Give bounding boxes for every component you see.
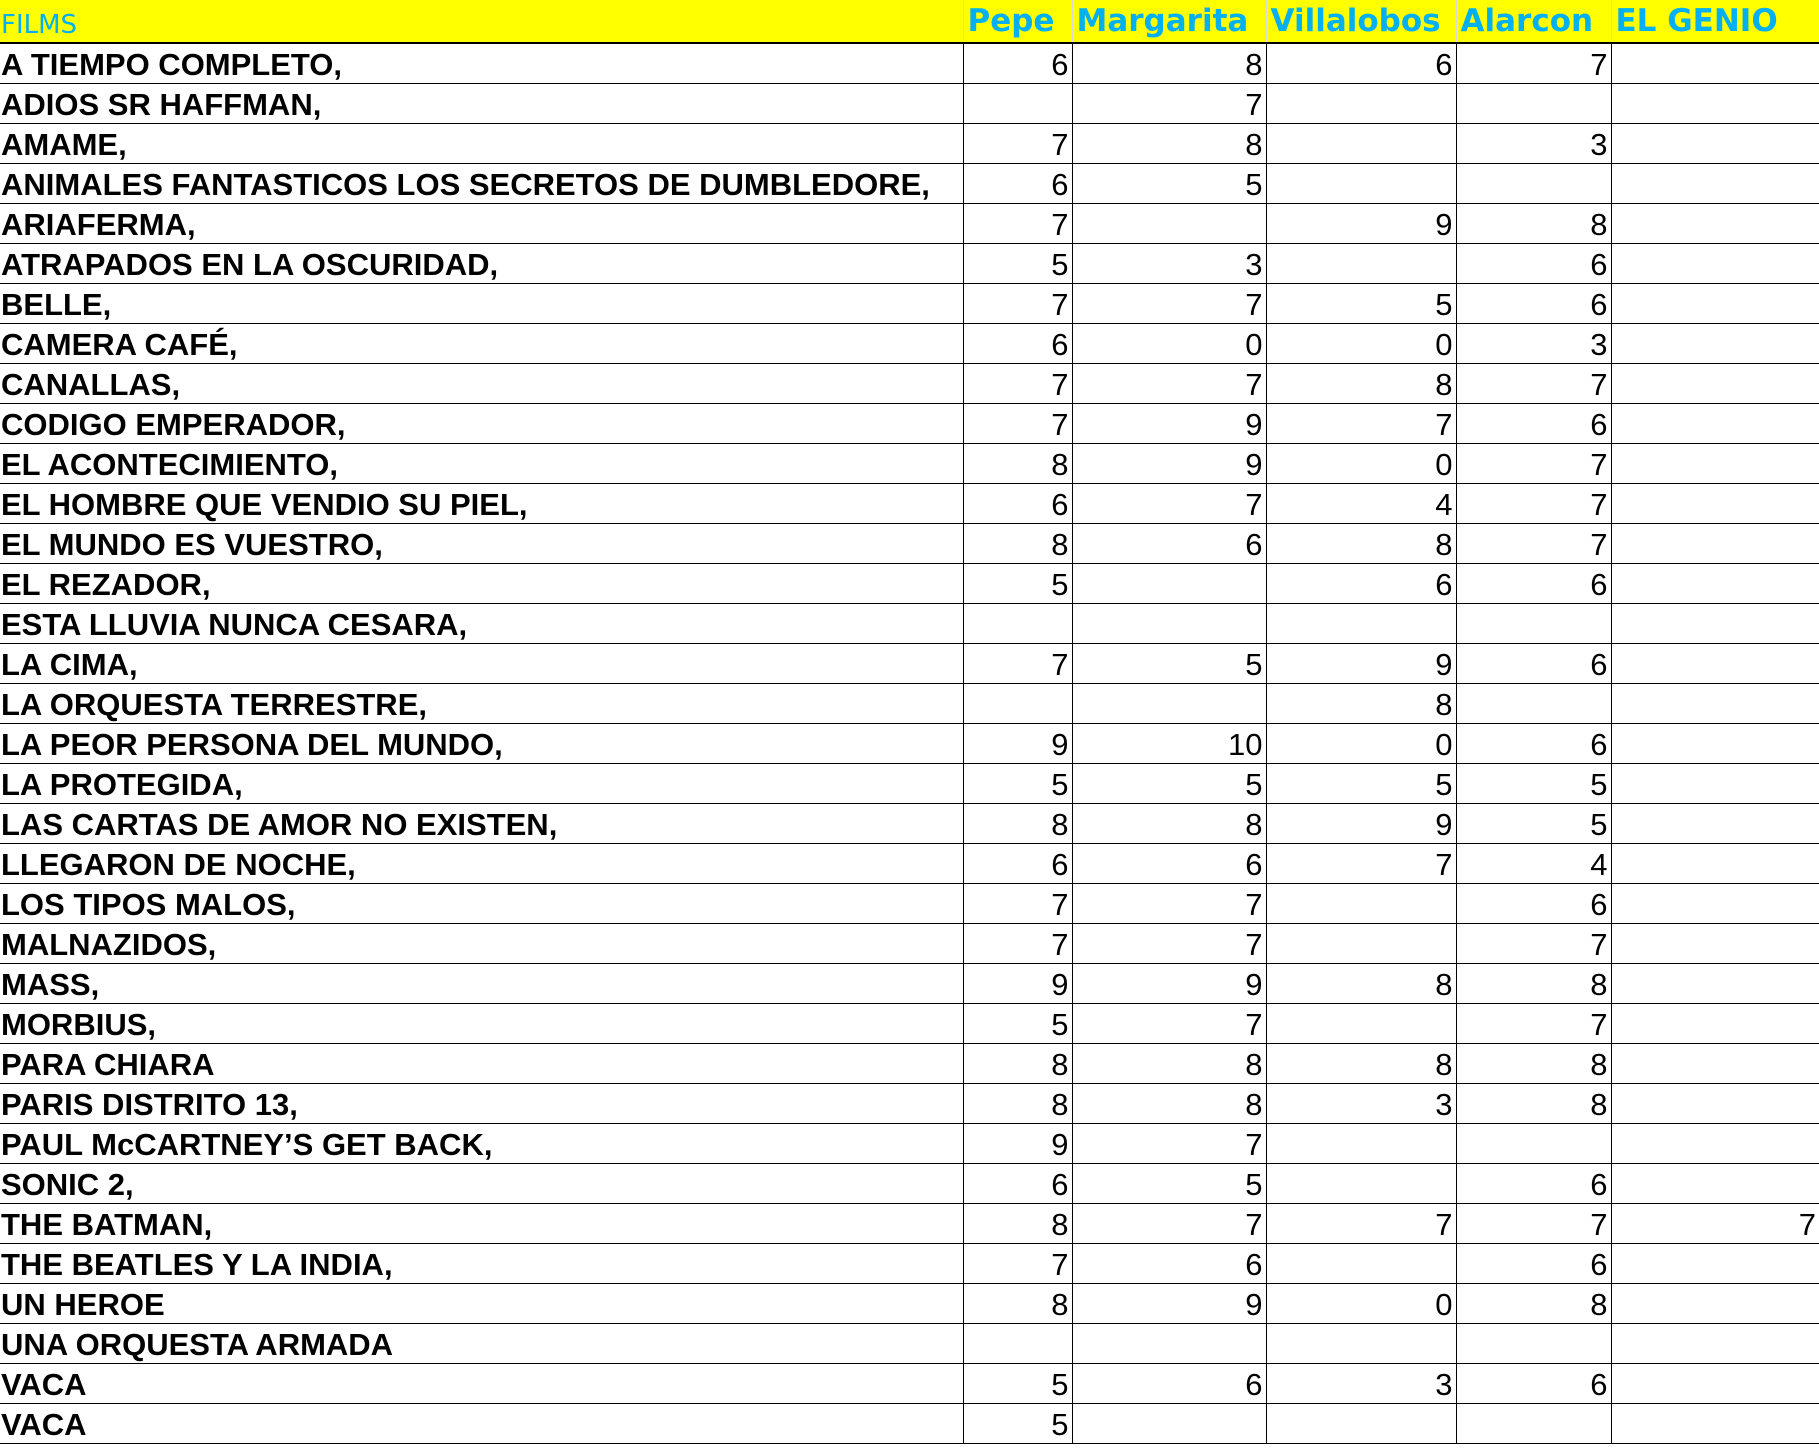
score-cell-villalobos[interactable] (1266, 1403, 1456, 1443)
score-cell-alarcon[interactable]: 8 (1456, 1043, 1611, 1083)
film-title-cell[interactable]: PAUL McCARTNEY’S GET BACK, (0, 1123, 963, 1163)
score-cell-el-genio[interactable]: 7 (1611, 1203, 1819, 1243)
score-cell-alarcon[interactable] (1456, 603, 1611, 643)
score-cell-villalobos[interactable]: 8 (1266, 363, 1456, 403)
score-cell-alarcon[interactable]: 6 (1456, 243, 1611, 283)
score-cell-alarcon[interactable]: 6 (1456, 283, 1611, 323)
film-title-cell[interactable]: PARA CHIARA (0, 1043, 963, 1083)
score-cell-alarcon[interactable]: 8 (1456, 1283, 1611, 1323)
score-cell-margarita[interactable]: 5 (1072, 163, 1266, 203)
table-row (0, 1283, 1819, 1323)
score-cell-alarcon[interactable]: 6 (1456, 723, 1611, 763)
score-cell-el-genio[interactable] (1611, 763, 1819, 803)
score-cell-pepe[interactable]: 7 (963, 123, 1072, 163)
column-header-films[interactable]: FILMS (0, 0, 963, 43)
score-cell-villalobos[interactable] (1266, 1243, 1456, 1283)
score-cell-el-genio[interactable] (1611, 403, 1819, 443)
score-cell-el-genio[interactable] (1611, 323, 1819, 363)
table-row (0, 363, 1819, 403)
score-cell-alarcon[interactable] (1456, 163, 1611, 203)
score-cell-el-genio[interactable] (1611, 963, 1819, 1003)
score-cell-margarita[interactable] (1072, 603, 1266, 643)
score-cell-margarita[interactable]: 7 (1072, 83, 1266, 123)
score-cell-villalobos[interactable] (1266, 123, 1456, 163)
score-cell-el-genio[interactable] (1611, 1043, 1819, 1083)
score-cell-pepe[interactable]: 8 (963, 443, 1072, 483)
score-cell-villalobos[interactable]: 3 (1266, 1083, 1456, 1123)
score-cell-el-genio[interactable] (1611, 83, 1819, 123)
table-row (0, 1403, 1819, 1443)
score-cell-el-genio[interactable] (1611, 1083, 1819, 1123)
table-row (0, 483, 1819, 523)
score-cell-villalobos[interactable]: 9 (1266, 203, 1456, 243)
score-cell-pepe[interactable]: 5 (963, 1363, 1072, 1403)
table-row (0, 243, 1819, 283)
score-cell-villalobos[interactable] (1266, 923, 1456, 963)
score-cell-margarita[interactable] (1072, 563, 1266, 603)
score-cell-pepe[interactable]: 7 (963, 403, 1072, 443)
score-cell-pepe[interactable] (963, 683, 1072, 723)
film-title-cell[interactable]: ADIOS SR HAFFMAN, (0, 83, 963, 123)
table-row (0, 923, 1819, 963)
score-cell-villalobos[interactable]: 7 (1266, 1203, 1456, 1243)
score-cell-margarita[interactable] (1072, 203, 1266, 243)
score-cell-villalobos[interactable] (1266, 1163, 1456, 1203)
score-cell-el-genio[interactable] (1611, 243, 1819, 283)
score-cell-pepe[interactable]: 6 (963, 1163, 1072, 1203)
score-cell-el-genio[interactable] (1611, 1283, 1819, 1323)
score-cell-alarcon[interactable]: 7 (1456, 363, 1611, 403)
score-cell-el-genio[interactable] (1611, 363, 1819, 403)
film-title-cell[interactable]: MASS, (0, 963, 963, 1003)
score-cell-margarita[interactable]: 0 (1072, 323, 1266, 363)
score-cell-villalobos[interactable]: 6 (1266, 43, 1456, 83)
table-row (0, 1043, 1819, 1083)
score-cell-margarita[interactable]: 10 (1072, 723, 1266, 763)
film-title-cell[interactable]: AMAME, (0, 123, 963, 163)
score-cell-alarcon[interactable]: 7 (1456, 43, 1611, 83)
score-cell-alarcon[interactable]: 6 (1456, 883, 1611, 923)
score-cell-alarcon[interactable] (1456, 83, 1611, 123)
score-cell-pepe[interactable]: 7 (963, 363, 1072, 403)
score-cell-pepe[interactable] (963, 83, 1072, 123)
score-cell-margarita[interactable]: 3 (1072, 243, 1266, 283)
score-cell-pepe[interactable] (963, 1323, 1072, 1363)
score-cell-alarcon[interactable]: 4 (1456, 843, 1611, 883)
score-cell-el-genio[interactable] (1611, 443, 1819, 483)
score-cell-margarita[interactable]: 7 (1072, 923, 1266, 963)
ratings-table-body (0, 43, 1819, 1443)
table-row (0, 563, 1819, 603)
table-row (0, 203, 1819, 243)
score-cell-margarita[interactable]: 9 (1072, 1283, 1266, 1323)
score-cell-el-genio[interactable] (1611, 163, 1819, 203)
table-row (0, 443, 1819, 483)
score-cell-margarita[interactable]: 8 (1072, 123, 1266, 163)
score-cell-pepe[interactable]: 7 (963, 923, 1072, 963)
table-row (0, 1203, 1819, 1243)
film-title-cell[interactable]: LLEGARON DE NOCHE, (0, 843, 963, 883)
score-cell-alarcon[interactable]: 8 (1456, 203, 1611, 243)
table-row (0, 123, 1819, 163)
film-title-cell[interactable]: UNA ORQUESTA ARMADA (0, 1323, 963, 1363)
table-row (0, 883, 1819, 923)
score-cell-alarcon[interactable]: 6 (1456, 643, 1611, 683)
score-cell-el-genio[interactable] (1611, 683, 1819, 723)
score-cell-pepe[interactable]: 6 (963, 163, 1072, 203)
table-row (0, 603, 1819, 643)
score-cell-pepe[interactable]: 5 (963, 763, 1072, 803)
score-cell-alarcon[interactable]: 5 (1456, 803, 1611, 843)
table-row (0, 1323, 1819, 1363)
table-row (0, 323, 1819, 363)
score-cell-pepe[interactable]: 7 (963, 203, 1072, 243)
score-cell-margarita[interactable]: 5 (1072, 643, 1266, 683)
score-cell-alarcon[interactable]: 7 (1456, 523, 1611, 563)
score-cell-el-genio[interactable] (1611, 843, 1819, 883)
score-cell-villalobos[interactable]: 0 (1266, 323, 1456, 363)
score-cell-alarcon[interactable]: 5 (1456, 763, 1611, 803)
score-cell-villalobos[interactable]: 8 (1266, 963, 1456, 1003)
table-row (0, 83, 1819, 123)
table-row (0, 1363, 1819, 1403)
column-header-el-genio[interactable]: EL GENIO (1611, 0, 1819, 43)
score-cell-alarcon[interactable] (1456, 1323, 1611, 1363)
score-cell-alarcon[interactable]: 3 (1456, 123, 1611, 163)
score-cell-villalobos[interactable] (1266, 1123, 1456, 1163)
score-cell-el-genio[interactable] (1611, 883, 1819, 923)
score-cell-pepe[interactable]: 5 (963, 1003, 1072, 1043)
table-row (0, 1163, 1819, 1203)
table-row (0, 843, 1819, 883)
score-cell-pepe[interactable]: 9 (963, 963, 1072, 1003)
score-cell-villalobos[interactable] (1266, 1003, 1456, 1043)
table-row (0, 643, 1819, 683)
score-cell-pepe[interactable]: 8 (963, 1283, 1072, 1323)
film-title-cell[interactable]: LOS TIPOS MALOS, (0, 883, 963, 923)
score-cell-margarita[interactable]: 9 (1072, 443, 1266, 483)
score-cell-margarita[interactable] (1072, 1323, 1266, 1363)
score-cell-pepe[interactable]: 7 (963, 643, 1072, 683)
score-cell-alarcon[interactable]: 3 (1456, 323, 1611, 363)
column-header-alarcon[interactable]: Alarcon (1456, 0, 1611, 43)
score-cell-villalobos[interactable]: 9 (1266, 803, 1456, 843)
score-cell-pepe[interactable]: 8 (963, 523, 1072, 563)
score-cell-alarcon[interactable]: 7 (1456, 443, 1611, 483)
film-title-cell[interactable]: ATRAPADOS EN LA OSCURIDAD, (0, 243, 963, 283)
score-cell-pepe[interactable]: 5 (963, 243, 1072, 283)
table-row (0, 803, 1819, 843)
score-cell-el-genio[interactable] (1611, 1323, 1819, 1363)
score-cell-villalobos[interactable]: 3 (1266, 1363, 1456, 1403)
score-cell-villalobos[interactable]: 9 (1266, 643, 1456, 683)
film-title-cell[interactable]: LA PROTEGIDA, (0, 763, 963, 803)
column-header-margarita[interactable]: Margarita (1072, 0, 1266, 43)
header-row (0, 0, 1819, 43)
score-cell-el-genio[interactable] (1611, 43, 1819, 83)
score-cell-margarita[interactable]: 8 (1072, 43, 1266, 83)
table-row (0, 1083, 1819, 1123)
score-cell-villalobos[interactable]: 5 (1266, 763, 1456, 803)
score-cell-villalobos[interactable]: 8 (1266, 523, 1456, 563)
score-cell-margarita[interactable] (1072, 1403, 1266, 1443)
film-title-cell[interactable]: ANIMALES FANTASTICOS LOS SECRETOS DE DUMBLEDORE, (0, 163, 963, 203)
film-title-cell[interactable]: CAMERA CAFÉ, (0, 323, 963, 363)
score-cell-alarcon[interactable]: 7 (1456, 483, 1611, 523)
film-title-cell[interactable]: THE BEATLES Y LA INDIA, (0, 1243, 963, 1283)
score-cell-pepe[interactable]: 9 (963, 1123, 1072, 1163)
score-cell-el-genio[interactable] (1611, 563, 1819, 603)
score-cell-margarita[interactable]: 6 (1072, 523, 1266, 563)
score-cell-pepe[interactable]: 8 (963, 803, 1072, 843)
score-cell-el-genio[interactable] (1611, 523, 1819, 563)
film-title-cell[interactable]: CODIGO EMPERADOR, (0, 403, 963, 443)
score-cell-margarita[interactable]: 5 (1072, 763, 1266, 803)
score-cell-villalobos[interactable]: 6 (1266, 563, 1456, 603)
film-title-cell[interactable]: EL MUNDO ES VUESTRO, (0, 523, 963, 563)
score-cell-margarita[interactable]: 8 (1072, 1083, 1266, 1123)
score-cell-el-genio[interactable] (1611, 803, 1819, 843)
score-cell-villalobos[interactable]: 8 (1266, 683, 1456, 723)
score-cell-pepe[interactable]: 7 (963, 883, 1072, 923)
score-cell-el-genio[interactable] (1611, 923, 1819, 963)
score-cell-pepe[interactable]: 8 (963, 1083, 1072, 1123)
film-title-cell[interactable]: VACA (0, 1363, 963, 1403)
score-cell-el-genio[interactable] (1611, 1123, 1819, 1163)
score-cell-margarita[interactable]: 7 (1072, 1123, 1266, 1163)
score-cell-margarita[interactable]: 7 (1072, 483, 1266, 523)
score-cell-el-genio[interactable] (1611, 283, 1819, 323)
film-title-cell[interactable]: THE BATMAN, (0, 1203, 963, 1243)
score-cell-villalobos[interactable]: 7 (1266, 403, 1456, 443)
score-cell-villalobos[interactable]: 8 (1266, 1043, 1456, 1083)
score-cell-villalobos[interactable] (1266, 1323, 1456, 1363)
film-title-cell[interactable]: BELLE, (0, 283, 963, 323)
score-cell-el-genio[interactable] (1611, 123, 1819, 163)
score-cell-villalobos[interactable] (1266, 243, 1456, 283)
score-cell-el-genio[interactable] (1611, 1363, 1819, 1403)
film-title-cell[interactable]: VACA (0, 1403, 963, 1443)
score-cell-alarcon[interactable]: 6 (1456, 1363, 1611, 1403)
film-title-cell[interactable]: MORBIUS, (0, 1003, 963, 1043)
score-cell-alarcon[interactable]: 6 (1456, 1163, 1611, 1203)
film-title-cell[interactable]: A TIEMPO COMPLETO, (0, 43, 963, 83)
table-row (0, 1243, 1819, 1283)
film-title-cell[interactable]: SONIC 2, (0, 1163, 963, 1203)
film-title-cell[interactable]: EL HOMBRE QUE VENDIO SU PIEL, (0, 483, 963, 523)
table-row (0, 683, 1819, 723)
film-title-cell[interactable]: CANALLAS, (0, 363, 963, 403)
score-cell-pepe[interactable]: 6 (963, 323, 1072, 363)
table-row (0, 403, 1819, 443)
score-cell-margarita[interactable]: 7 (1072, 1203, 1266, 1243)
score-cell-alarcon[interactable]: 8 (1456, 963, 1611, 1003)
score-cell-pepe[interactable]: 6 (963, 843, 1072, 883)
score-cell-margarita[interactable] (1072, 683, 1266, 723)
score-cell-margarita[interactable]: 9 (1072, 403, 1266, 443)
score-cell-margarita[interactable]: 7 (1072, 1003, 1266, 1043)
score-cell-margarita[interactable]: 8 (1072, 1043, 1266, 1083)
score-cell-pepe[interactable]: 9 (963, 723, 1072, 763)
score-cell-pepe[interactable]: 5 (963, 1403, 1072, 1443)
score-cell-pepe[interactable]: 5 (963, 563, 1072, 603)
film-title-cell[interactable]: PARIS DISTRITO 13, (0, 1083, 963, 1123)
score-cell-el-genio[interactable] (1611, 1403, 1819, 1443)
score-cell-el-genio[interactable] (1611, 483, 1819, 523)
score-cell-alarcon[interactable]: 7 (1456, 1003, 1611, 1043)
score-cell-alarcon[interactable]: 6 (1456, 563, 1611, 603)
score-cell-pepe[interactable]: 6 (963, 483, 1072, 523)
film-title-cell[interactable]: LA CIMA, (0, 643, 963, 683)
score-cell-villalobos[interactable]: 0 (1266, 723, 1456, 763)
score-cell-el-genio[interactable] (1611, 1163, 1819, 1203)
table-row (0, 723, 1819, 763)
score-cell-el-genio[interactable] (1611, 1003, 1819, 1043)
score-cell-villalobos[interactable] (1266, 83, 1456, 123)
table-row (0, 763, 1819, 803)
score-cell-pepe[interactable]: 6 (963, 43, 1072, 83)
table-row (0, 163, 1819, 203)
film-title-cell[interactable]: LA ORQUESTA TERRESTRE, (0, 683, 963, 723)
table-row (0, 523, 1819, 563)
score-cell-alarcon[interactable]: 6 (1456, 403, 1611, 443)
score-cell-el-genio[interactable] (1611, 1243, 1819, 1283)
score-cell-margarita[interactable]: 7 (1072, 283, 1266, 323)
column-header-villalobos[interactable]: Villalobos (1266, 0, 1456, 43)
score-cell-alarcon[interactable]: 6 (1456, 1243, 1611, 1283)
score-cell-margarita[interactable]: 6 (1072, 843, 1266, 883)
score-cell-margarita[interactable]: 7 (1072, 883, 1266, 923)
film-title-cell[interactable]: EL REZADOR, (0, 563, 963, 603)
table-row (0, 1123, 1819, 1163)
score-cell-margarita[interactable]: 8 (1072, 803, 1266, 843)
film-title-cell[interactable]: ARIAFERMA, (0, 203, 963, 243)
score-cell-villalobos[interactable]: 5 (1266, 283, 1456, 323)
film-title-cell[interactable]: ESTA LLUVIA NUNCA CESARA, (0, 603, 963, 643)
score-cell-margarita[interactable]: 5 (1072, 1163, 1266, 1203)
score-cell-pepe[interactable] (963, 603, 1072, 643)
score-cell-el-genio[interactable] (1611, 643, 1819, 683)
film-title-cell[interactable]: EL ACONTECIMIENTO, (0, 443, 963, 483)
score-cell-villalobos[interactable]: 7 (1266, 843, 1456, 883)
score-cell-alarcon[interactable] (1456, 683, 1611, 723)
score-cell-villalobos[interactable] (1266, 603, 1456, 643)
score-cell-villalobos[interactable] (1266, 883, 1456, 923)
score-cell-villalobos[interactable]: 4 (1266, 483, 1456, 523)
table-row (0, 963, 1819, 1003)
score-cell-alarcon[interactable]: 7 (1456, 1203, 1611, 1243)
table-row (0, 1003, 1819, 1043)
film-title-cell[interactable]: LAS CARTAS DE AMOR NO EXISTEN, (0, 803, 963, 843)
score-cell-margarita[interactable]: 7 (1072, 363, 1266, 403)
table-row (0, 283, 1819, 323)
score-cell-pepe[interactable]: 8 (963, 1203, 1072, 1243)
score-cell-margarita[interactable]: 6 (1072, 1363, 1266, 1403)
score-cell-el-genio[interactable] (1611, 203, 1819, 243)
table-row (0, 43, 1819, 83)
score-cell-margarita[interactable]: 6 (1072, 1243, 1266, 1283)
score-cell-el-genio[interactable] (1611, 723, 1819, 763)
score-cell-margarita[interactable]: 9 (1072, 963, 1266, 1003)
film-title-cell[interactable]: LA PEOR PERSONA DEL MUNDO, (0, 723, 963, 763)
column-header-pepe[interactable]: Pepe (963, 0, 1072, 43)
score-cell-pepe[interactable]: 7 (963, 283, 1072, 323)
score-cell-villalobos[interactable]: 0 (1266, 443, 1456, 483)
score-cell-villalobos[interactable]: 0 (1266, 1283, 1456, 1323)
score-cell-alarcon[interactable]: 8 (1456, 1083, 1611, 1123)
score-cell-villalobos[interactable] (1266, 163, 1456, 203)
film-title-cell[interactable]: UN HEROE (0, 1283, 963, 1323)
score-cell-alarcon[interactable]: 7 (1456, 923, 1611, 963)
score-cell-alarcon[interactable] (1456, 1403, 1611, 1443)
score-cell-el-genio[interactable] (1611, 603, 1819, 643)
score-cell-pepe[interactable]: 7 (963, 1243, 1072, 1283)
film-title-cell[interactable]: MALNAZIDOS, (0, 923, 963, 963)
score-cell-alarcon[interactable] (1456, 1123, 1611, 1163)
score-cell-pepe[interactable]: 8 (963, 1043, 1072, 1083)
